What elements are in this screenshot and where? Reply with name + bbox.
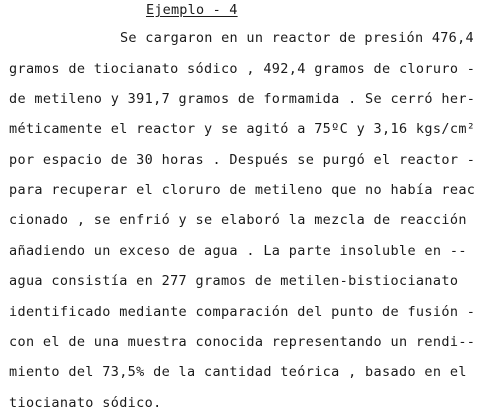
paragraph-line-10: identificado mediante comparación del punto de fusión - (9, 304, 476, 320)
paragraph-line-7: cionado , se enfrió y se elaboró la mezcla de reacción (9, 212, 467, 228)
paragraph-line-9: agua consistía en 277 gramos de metilen-bistiocianato (9, 273, 459, 289)
paragraph-line-8: añadiendo un exceso de agua . La parte insoluble en -- (9, 243, 467, 259)
paragraph-line-3: de metileno y 391,7 gramos de formamida . Se cerró her- (9, 91, 476, 107)
paragraph-line-5: por espacio de 30 horas . Después se purgó el reactor - (9, 152, 476, 168)
paragraph-line-2: gramos de tiocianato sódico , 492,4 gramos de cloruro - (9, 61, 476, 77)
paragraph-line-11: con el de una muestra conocida representando un rendi-- (9, 334, 476, 350)
paragraph-line-13: tiocianato sódico. (9, 395, 162, 411)
paragraph-line-12: miento del 73,5% de la cantidad teórica , basado en el (9, 364, 467, 380)
paragraph-line-4: méticamente el reactor y se agitó a 75ºC y 3,16 kgs/cm² (9, 121, 476, 137)
paragraph-line-1: Se cargaron en un reactor de presión 476,4 (120, 30, 474, 46)
paragraph-line-6: para recuperar el cloruro de metileno que no había reac (9, 182, 476, 198)
example-heading: Ejemplo - 4 (146, 2, 238, 18)
